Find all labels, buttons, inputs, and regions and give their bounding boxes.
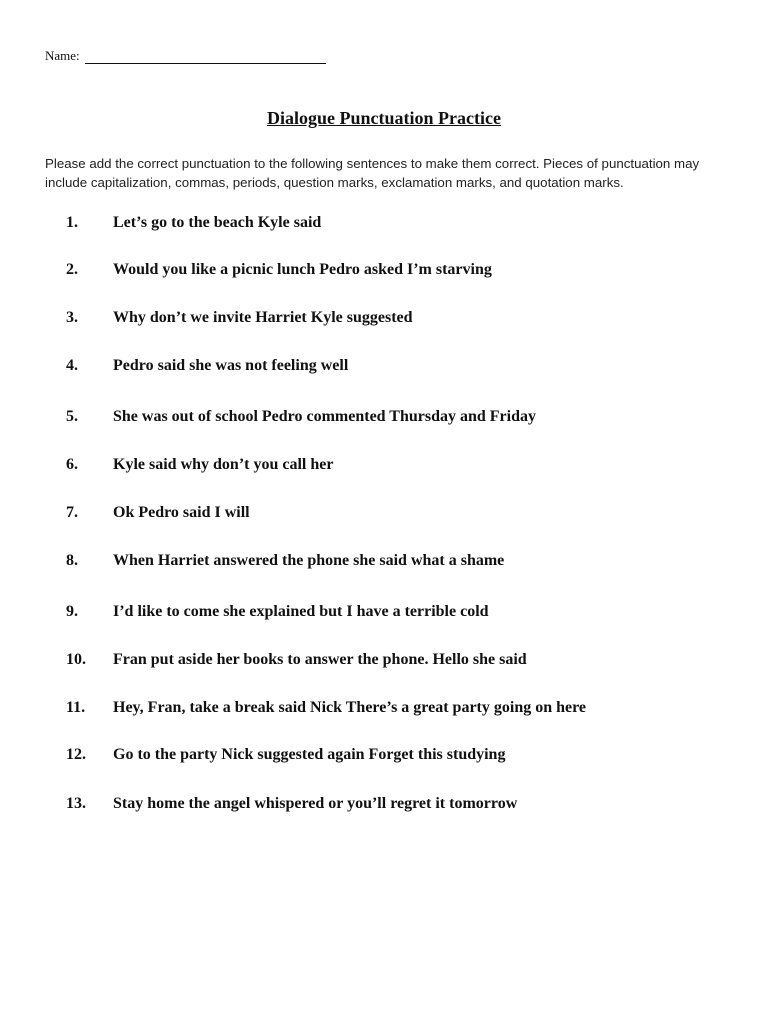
list-item: [0, 603, 768, 625]
item-number: 4.: [66, 357, 78, 374]
item-number: 6.: [66, 456, 78, 473]
list-item: [0, 651, 768, 673]
list-item: [0, 214, 768, 236]
item-sentence: She was out of school Pedro commented Thursday and Friday: [113, 408, 536, 425]
list-item: [0, 408, 768, 430]
list-item: [0, 357, 768, 379]
name-label: Name:: [45, 48, 80, 63]
item-sentence: Ok Pedro said I will: [113, 504, 250, 521]
item-number: 2.: [66, 261, 78, 278]
item-number: 7.: [66, 504, 78, 521]
item-sentence: Let’s go to the beach Kyle said: [113, 214, 322, 231]
item-sentence: Go to the party Nick suggested again Forget this studying: [113, 746, 506, 763]
name-field-row: [45, 48, 326, 64]
item-sentence: Stay home the angel whispered or you’ll regret it tomorrow: [113, 795, 518, 812]
list-item: [0, 746, 768, 768]
list-item: [0, 795, 768, 817]
item-sentence: Fran put aside her books to answer the phone. Hello she said: [113, 651, 527, 668]
list-item: [0, 699, 768, 721]
item-sentence: I’d like to come she explained but I have a terrible cold: [113, 603, 489, 620]
list-item: [0, 309, 768, 331]
item-sentence: Kyle said why don’t you call her: [113, 456, 334, 473]
item-number: 9.: [66, 603, 78, 620]
list-item: [0, 504, 768, 526]
item-number: 3.: [66, 309, 78, 326]
item-number: 12.: [66, 746, 86, 763]
list-item: [0, 261, 768, 283]
instructions-paragraph: Please add the correct punctuation to the following sentences to make them correct. Pieces of punctuation may include capitalization, commas, periods, question marks, exclamation marks, and quotation marks.: [45, 156, 700, 190]
item-sentence: Pedro said she was not feeling well: [113, 357, 349, 374]
item-number: 5.: [66, 408, 78, 425]
item-sentence: Would you like a picnic lunch Pedro asked I’m starving: [113, 261, 492, 278]
item-number: 10.: [66, 651, 86, 668]
item-sentence: Why don’t we invite Harriet Kyle suggested: [113, 309, 413, 326]
item-number: 8.: [66, 552, 78, 569]
list-item: [0, 552, 768, 574]
name-blank-line[interactable]: [85, 49, 326, 64]
item-number: 11.: [66, 699, 86, 716]
item-sentence: Hey, Fran, take a break said Nick There’s a great party going on here: [113, 699, 587, 716]
page-title: Dialogue Punctuation Practice: [267, 108, 501, 128]
list-item: [0, 456, 768, 478]
item-number: 1.: [66, 214, 78, 231]
item-sentence: When Harriet answered the phone she said what a shame: [113, 552, 505, 569]
item-number: 13.: [66, 795, 86, 812]
